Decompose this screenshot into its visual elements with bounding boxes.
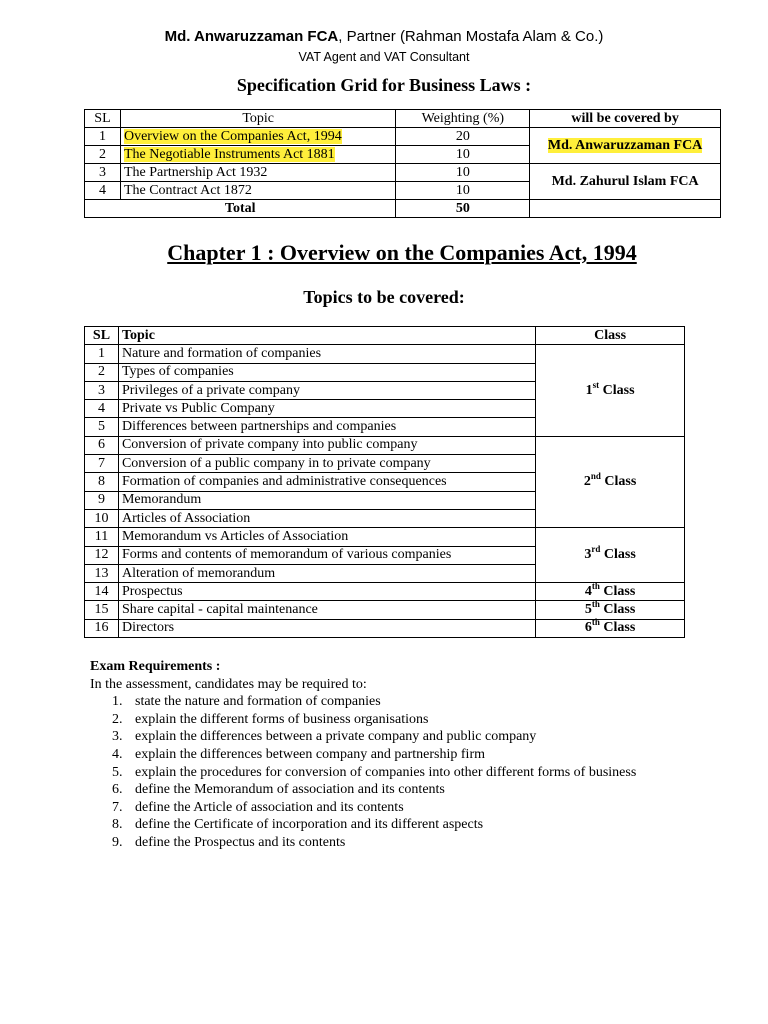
- class-label: Class: [603, 620, 636, 636]
- spec-sl: 4: [85, 182, 121, 200]
- topics-title: Topics to be covered:: [303, 287, 465, 307]
- topic-sl: 11: [85, 528, 119, 546]
- topic-text: Formation of companies and administrative consequences: [118, 473, 535, 491]
- exam-heading: Exam Requirements :: [90, 659, 221, 674]
- class-label: Class: [604, 474, 637, 490]
- class-cell: [536, 601, 685, 619]
- spec-col-sl: SL: [85, 110, 121, 128]
- list-item-text: explain the procedures for conversion of companies into other different forms of business: [135, 764, 637, 780]
- list-item-number: 6.: [112, 782, 123, 798]
- spec-topic-text: Overview on the Companies Act, 1994: [123, 128, 342, 144]
- class-label: Class: [603, 547, 636, 563]
- class-cell: [536, 436, 685, 527]
- author-firm: , Partner (Rahman Mostafa Alam & Co.): [338, 28, 604, 45]
- class-num: 2: [583, 474, 591, 490]
- class-suffix: th: [591, 617, 600, 628]
- topic-text: Prospectus: [118, 583, 535, 601]
- table-row: [85, 619, 685, 637]
- list-item-text: state the nature and formation of companies: [135, 694, 381, 710]
- list-item-number: 8.: [112, 817, 123, 833]
- topic-text: Forms and contents of memorandum of various companies: [118, 546, 535, 564]
- author-subtitle: VAT Agent and VAT Consultant: [298, 50, 470, 64]
- list-item: [90, 799, 636, 817]
- list-item-text: explain the differences between a private company and public company: [135, 729, 537, 745]
- list-item-text: define the Memorandum of association and its contents: [135, 782, 445, 798]
- spec-sl: 3: [85, 164, 121, 182]
- topics-col-class: Class: [536, 327, 685, 345]
- topics-col-sl: SL: [85, 327, 119, 345]
- spec-col-weighting: Weighting (%): [396, 110, 530, 128]
- author-name: Md. Anwaruzzaman FCA: [164, 28, 339, 45]
- spec-topic: The Contract Act 1872: [120, 182, 395, 200]
- spec-weight: 10: [396, 164, 530, 182]
- list-item: [90, 728, 636, 746]
- topic-sl: 1: [85, 345, 119, 363]
- spec-covered-by-name: Md. Anwaruzzaman FCA: [547, 137, 703, 153]
- exam-list: [90, 693, 636, 851]
- spec-topic: The Partnership Act 1932: [120, 164, 395, 182]
- spec-col-covered-by: will be covered by: [530, 110, 721, 128]
- table-row: [85, 528, 685, 546]
- topic-text: Memorandum vs Articles of Association: [118, 528, 535, 546]
- spec-covered-by-cell: Md. Zahurul Islam FCA: [530, 164, 721, 200]
- list-item-number: 3.: [112, 729, 123, 745]
- class-suffix: nd: [590, 471, 601, 482]
- topic-text: Articles of Association: [118, 509, 535, 527]
- class-suffix: th: [591, 580, 600, 591]
- topic-sl: 3: [85, 381, 119, 399]
- list-item-text: define the Prospectus and its contents: [135, 834, 346, 850]
- topic-sl: 5: [85, 418, 119, 436]
- spec-covered-by-cell: [530, 128, 721, 164]
- topic-text: Private vs Public Company: [118, 400, 535, 418]
- spec-topic: [120, 128, 395, 146]
- spec-grid-title: Specification Grid for Business Laws :: [236, 75, 532, 95]
- topic-sl: 9: [85, 491, 119, 509]
- list-item-text: define the Article of association and its contents: [135, 799, 404, 815]
- list-item-number: 9.: [112, 834, 123, 850]
- list-item: [90, 711, 636, 729]
- class-cell: [536, 580, 685, 601]
- topic-sl: 13: [85, 564, 119, 582]
- list-item: [90, 816, 636, 834]
- chapter-title-text: Chapter 1 : Overview on the Companies Act, 1994: [167, 240, 637, 265]
- list-item-text: explain the differences between company and partnership firm: [135, 746, 485, 762]
- topic-sl: 2: [85, 363, 119, 381]
- class-num: 6: [584, 620, 592, 636]
- class-suffix: rd: [591, 544, 601, 555]
- list-item-number: 1.: [112, 694, 123, 710]
- list-item: [90, 746, 636, 764]
- topic-text: Conversion of private company into public company: [118, 436, 535, 454]
- topic-sl: 12: [85, 546, 119, 564]
- class-suffix: st: [592, 379, 600, 390]
- table-row: [85, 436, 685, 454]
- topic-text: Alteration of memorandum: [118, 564, 535, 582]
- spec-weight: 10: [396, 146, 530, 164]
- class-num: 4: [584, 583, 592, 599]
- topic-text: Nature and formation of companies: [118, 345, 535, 363]
- author-line: [0, 28, 768, 45]
- list-item-text: explain the different forms of business organisations: [135, 711, 429, 727]
- class-cell: [536, 528, 685, 583]
- topic-sl: 16: [85, 619, 119, 637]
- list-item: [90, 764, 636, 782]
- exam-requirements: [90, 658, 636, 852]
- spec-sl: 1: [85, 128, 121, 146]
- topic-sl: 8: [85, 473, 119, 491]
- spec-total-value: 50: [396, 200, 530, 218]
- spec-col-topic: Topic: [120, 110, 395, 128]
- topics-table: [84, 326, 685, 638]
- spec-topic: [120, 146, 395, 164]
- topic-text: Privileges of a private company: [118, 381, 535, 399]
- class-num: 5: [584, 602, 592, 618]
- topics-header-row: [85, 327, 685, 345]
- list-item-number: 7.: [112, 799, 123, 815]
- list-item: [90, 693, 636, 711]
- topic-sl: 10: [85, 509, 119, 527]
- topic-text: Types of companies: [118, 363, 535, 381]
- list-item-text: define the Certificate of incorporation and its different aspects: [135, 817, 484, 833]
- table-row: [85, 164, 721, 182]
- list-item-number: 5.: [112, 764, 123, 780]
- list-item: [90, 834, 636, 852]
- topic-sl: 15: [85, 601, 119, 619]
- spec-total-empty: [530, 200, 721, 218]
- spec-header-row: [85, 110, 721, 128]
- spec-grid-table: [84, 109, 721, 218]
- class-label: Class: [603, 583, 636, 599]
- class-cell: [536, 345, 685, 436]
- table-row: [85, 345, 685, 363]
- class-label: Class: [602, 382, 635, 398]
- topic-text: Memorandum: [118, 491, 535, 509]
- list-item: [90, 781, 636, 799]
- topic-sl: 14: [85, 583, 119, 601]
- spec-topic-text: The Negotiable Instruments Act 1881: [123, 146, 335, 162]
- spec-weight: 10: [396, 182, 530, 200]
- class-suffix: th: [591, 599, 600, 610]
- topic-sl: 6: [85, 436, 119, 454]
- topic-sl: 7: [85, 455, 119, 473]
- spec-weight: 20: [396, 128, 530, 146]
- topic-text: Conversion of a public company in to private company: [118, 455, 535, 473]
- class-num: 3: [584, 547, 592, 563]
- chapter-title: [0, 240, 768, 266]
- topic-text: Share capital - capital maintenance: [118, 601, 535, 619]
- topic-sl: 4: [85, 400, 119, 418]
- spec-total-label: Total: [85, 200, 396, 218]
- list-item-number: 2.: [112, 711, 123, 727]
- spec-sl: 2: [85, 146, 121, 164]
- table-row: [85, 128, 721, 146]
- class-label: Class: [603, 602, 636, 618]
- spec-total-row: [85, 200, 721, 218]
- topic-text: Differences between partnerships and companies: [118, 418, 535, 436]
- topic-text: Directors: [118, 619, 535, 637]
- list-item-number: 4.: [112, 746, 123, 762]
- exam-intro: In the assessment, candidates may be required to:: [90, 676, 367, 692]
- class-num: 1: [585, 382, 593, 398]
- topics-col-topic: Topic: [118, 327, 535, 345]
- class-cell: [536, 619, 685, 637]
